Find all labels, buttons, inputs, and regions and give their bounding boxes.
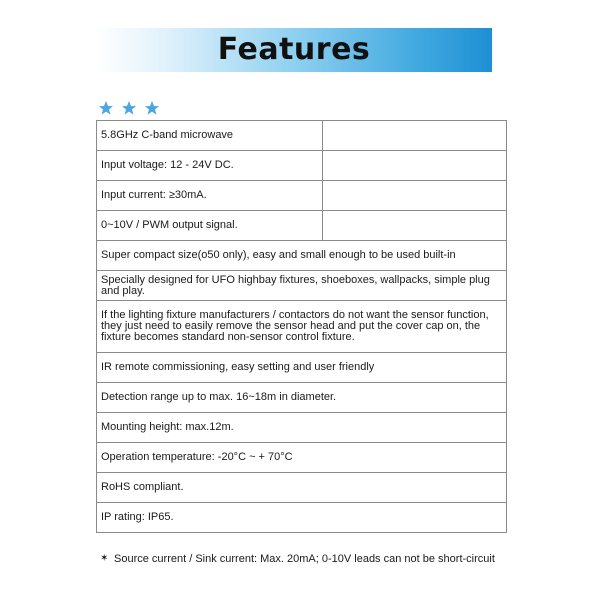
feature-cell: Super compact size(o50 only), easy and small enough to be used built-in	[97, 241, 507, 271]
table-row	[97, 503, 507, 533]
feature-cell: Operation temperature: -20°C ~ + 70°C	[97, 443, 507, 473]
page-title: Features	[217, 32, 371, 67]
table-row	[97, 383, 507, 413]
feature-cell: Detection range up to max. 16~18m in diameter.	[97, 383, 507, 413]
empty-cell	[323, 151, 507, 181]
feature-cell: Mounting height: max.12m.	[97, 413, 507, 443]
feature-cell: Specially designed for UFO highbay fixtures, shoeboxes, wallpacks, simple plug and play.	[97, 271, 507, 301]
feature-cell: 0~10V / PWM output signal.	[97, 211, 323, 241]
table-row	[97, 211, 507, 241]
table-row	[97, 241, 507, 271]
asterisk-icon: ✶	[100, 553, 109, 564]
star-icon	[98, 100, 114, 116]
star-icon	[121, 100, 137, 116]
table-row	[97, 181, 507, 211]
feature-cell: Input voltage: 12 - 24V DC.	[97, 151, 323, 181]
table-row	[97, 301, 507, 353]
feature-cell: 5.8GHz C-band microwave	[97, 121, 323, 151]
feature-cell: RoHS compliant.	[97, 473, 507, 503]
footnote	[100, 553, 500, 565]
empty-cell	[323, 121, 507, 151]
table-row	[97, 473, 507, 503]
star-rating	[98, 100, 160, 116]
feature-cell: IP rating: IP65.	[97, 503, 507, 533]
feature-cell: If the lighting fixture manufacturers / contactors do not want the sensor function, they just need to easily remove the sensor head and put the cover cap on, the fixture becomes standard non-sensor control fixture.	[97, 301, 507, 353]
table-row	[97, 353, 507, 383]
empty-cell	[323, 211, 507, 241]
table-row	[97, 271, 507, 301]
features-banner	[96, 28, 492, 72]
table-row	[97, 443, 507, 473]
feature-cell: Input current: ≥30mA.	[97, 181, 323, 211]
table-row	[97, 151, 507, 181]
table-row	[97, 121, 507, 151]
features-table	[96, 120, 507, 533]
star-icon	[144, 100, 160, 116]
footnote-text: Source current / Sink current: Max. 20mA; 0-10V leads can not be short-circuit	[114, 553, 495, 565]
empty-cell	[323, 181, 507, 211]
feature-cell: IR remote commissioning, easy setting and user friendly	[97, 353, 507, 383]
table-row	[97, 413, 507, 443]
